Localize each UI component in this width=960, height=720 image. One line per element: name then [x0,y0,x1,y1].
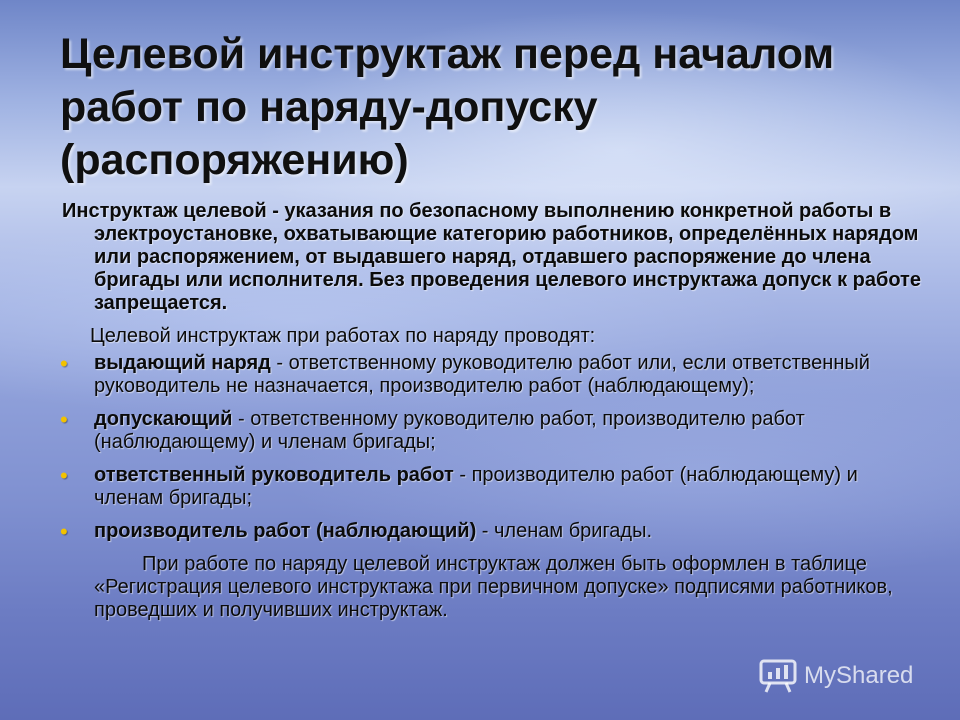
slide-title: Целевой инструктаж перед началом работ по наряду-допуску (распоряжению) [60,30,835,184]
watermark-text: MyShared [804,662,914,689]
list-item-strong: ответственный руководитель работ [94,464,454,486]
lead-line: Целевой инструктаж при работах по наряду проводят: [90,325,596,347]
list-item [62,520,922,543]
list-item-strong: допускающий [94,408,233,430]
list-item-text: - ответственному руководителю работ или, если ответственный руководитель не назначается, производителю работ (наблюдающему); [94,352,870,397]
list-item [62,352,922,398]
list-item [62,408,922,454]
closing-paragraph: При работе по наряду целевой инструктаж должен быть оформлен в таблице «Регистрация целевого инструктажа при первичном допуске» подписями работников, проведших и получивших инструктаж. [94,553,893,621]
list-item-text: - производителю работ (наблюдающему) и членам бригады; [94,464,858,509]
list-item-text: - ответственному руководителю работ, производителю работ (наблюдающему) и членам бригады; [94,408,805,453]
presentation-board-icon [758,658,798,694]
bullet-icon: • [60,463,68,488]
list-item-strong: выдающий наряд [94,352,271,374]
list-item-text: - членам бригады. [476,520,653,542]
slide-content [62,200,922,622]
bullet-icon: • [60,351,68,376]
definition-paragraph: Инструктаж целевой - указания по безопасному выполнению конкретной работы в электроустановке, охватывающие категорию работников, определённых нарядом или распоряжением, от выдавшего наряд, отдавшего распоряжение до члена бригады или исполнителя. Без проведения целевого инструктажа допуск к работе запрещается. [62,200,921,314]
watermark [758,656,948,696]
bullet-list [62,352,922,543]
list-item-strong: производитель работ (наблюдающий) [94,520,477,542]
bullet-icon: • [60,407,68,432]
list-item [62,464,922,510]
bullet-icon: • [60,519,68,544]
